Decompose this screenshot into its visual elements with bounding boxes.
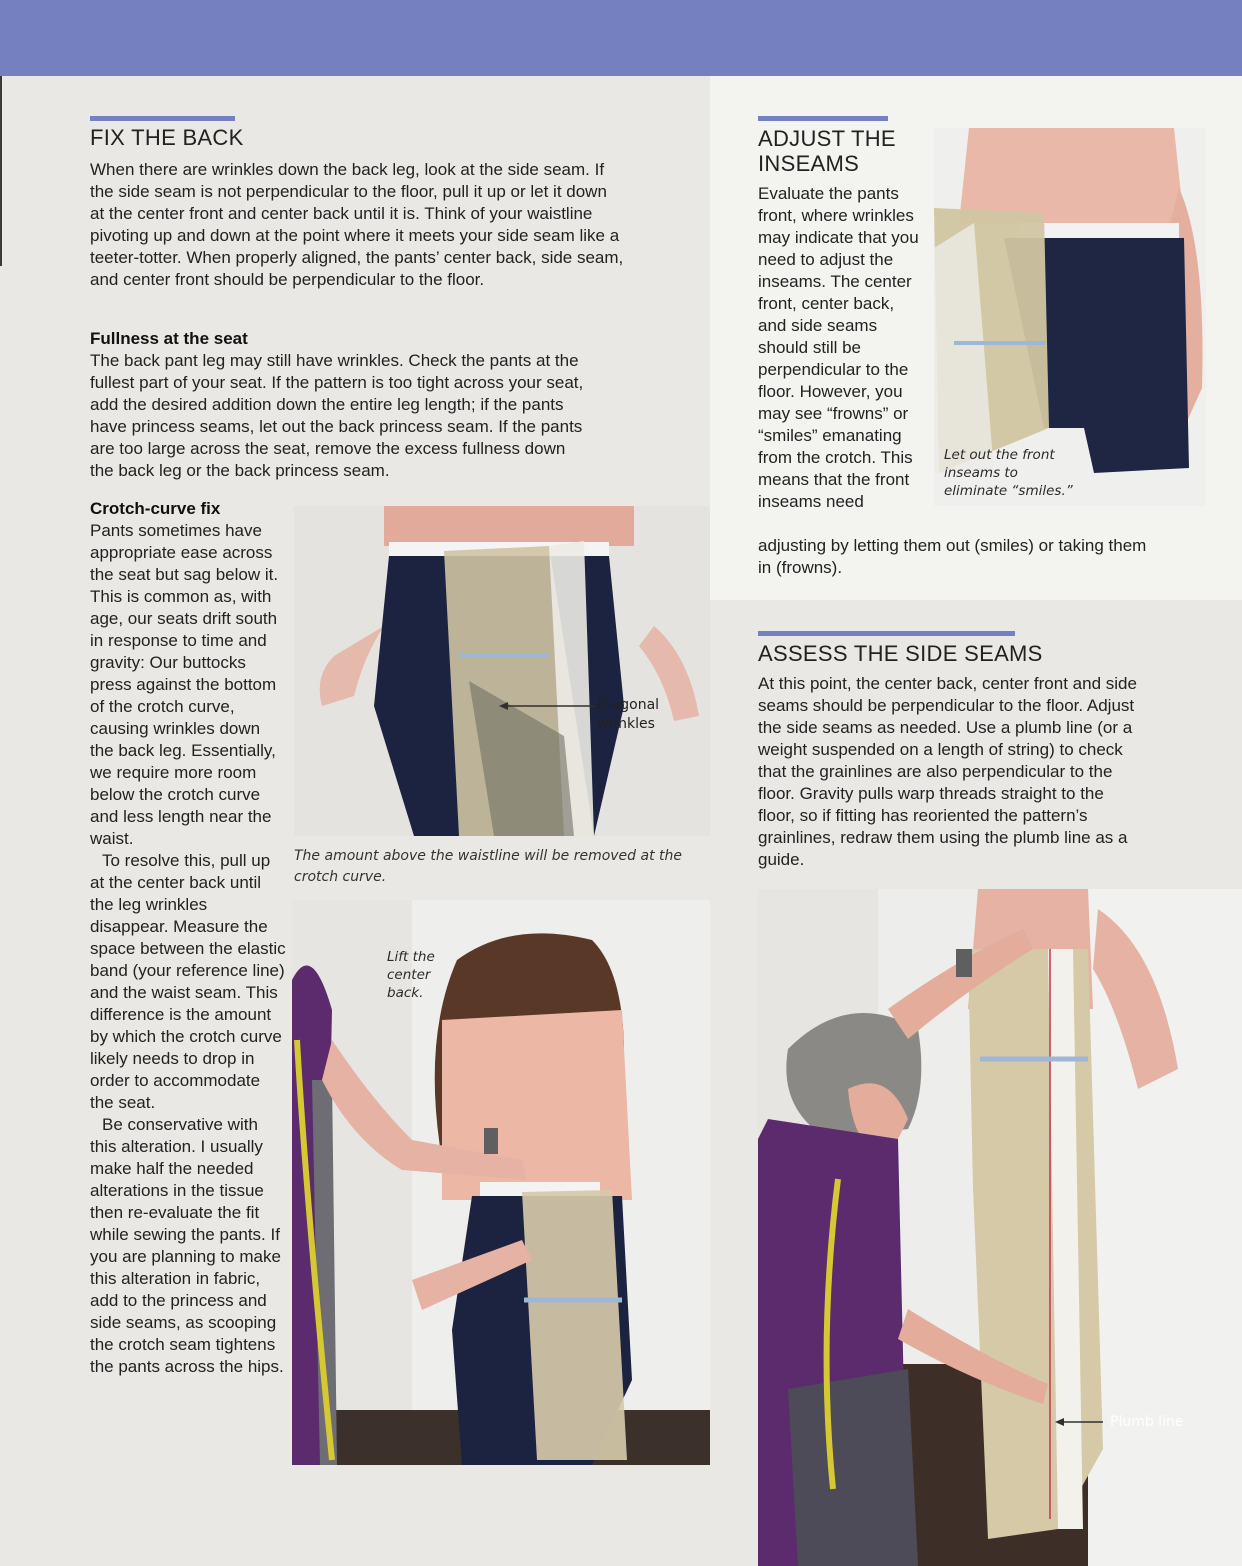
- inseams-heading: ADJUST THE INSEAMS: [758, 126, 896, 176]
- crotch-paragraph: Be conservative with this alteration. I usually make half the needed alterations in the tissue then re-evaluate the fit while sewing the pants. If you are planning to make this alteration in fabric, add to the princess and side seams, as scooping the crotch seam tightens the pants across the hips.: [90, 1115, 284, 1376]
- diagonal-wrinkles-callout: Diagonal wrinkles: [597, 697, 660, 732]
- fullness-body: The back pant leg may still have wrinkles. Check the pants at the fullest part of your seat. If the pattern is too tight across your seat, add the desired addition down the entire leg length; if the pants have princess seams, let out the back princess seam. If the pants are too large across the seat, remove the excess fullness down the back leg or the back princess seam.: [90, 351, 584, 480]
- crotch-paragraph: To resolve this, pull up at the center back until the leg wrinkles disappear. Measure the space between the elastic band (your reference line) and the waist seam. This difference is the amount by which the crotch curve likely needs to drop in order to accommodate the seat.: [90, 851, 286, 1112]
- photo-back-view: [294, 506, 710, 836]
- plumb-line-callout: Plumb line: [1110, 1414, 1184, 1430]
- fix-back-body: When there are wrinkles down the back leg, look at the side seam. If the side seam is not perpendicular to the floor, pull it up or let it down at the center front and center back until it is. Think of your waistline pivoting up and down at the point where it meets your side seam like a teeter-totter. When properly aligned, the pants’ center back, side seam, and center front should be perpendicular to the floor.: [90, 160, 624, 289]
- inseams-photo-caption: Let out the front inseams to eliminate “smiles.”: [944, 447, 1073, 499]
- side-seams-body: At this point, the center back, center front and side seams should be perpendicular to the floor. Adjust the side seams as needed. Use a plumb line (or a weight suspended on a length of string) to check that the grainlines are also perpendicular to the floor. Gravity pulls warp threads straight to the floor, so if fitting has reoriented the pattern’s grainlines, redraw them using the plumb line as a guide.: [758, 674, 1137, 869]
- side-seams-heading: ASSESS THE SIDE SEAMS: [758, 641, 1043, 666]
- section-rule: [758, 116, 888, 121]
- photo-back-caption: The amount above the waistline will be removed at the crotch curve.: [294, 848, 683, 885]
- crotch-paragraph: Pants sometimes have appropriate ease across the seat but sag below it. This is common as, with age, our seats drift south in response to time and gravity: Our buttocks press against the bottom of the crotch curve, causing wrinkles down the back leg. Essentially, we require more room below the crotch curve and less length near the waist.: [90, 521, 279, 848]
- page-edge-mark: [0, 76, 2, 266]
- section-rule: [90, 116, 235, 121]
- photo-plumb-line: [758, 889, 1242, 1566]
- crotch-text-column: [90, 520, 288, 1378]
- lift-center-back-caption: Lift the center back.: [387, 949, 435, 1001]
- photo-lift-center-back: [292, 900, 710, 1465]
- fullness-heading: Fullness at the seat: [90, 329, 248, 348]
- photo-front-inseams: [934, 128, 1206, 506]
- header-band: [0, 0, 1242, 76]
- section-rule: [758, 631, 1015, 636]
- fix-back-heading: FIX THE BACK: [90, 125, 244, 150]
- inseams-body-narrow: Evaluate the pants front, where wrinkles may indicate that you need to adjust the inseams. The center front, center back, and side seams should still be perpendicular to the floor. However, you may see “frowns” or “smiles” emanating from the crotch. This means that the front inseams need: [758, 184, 919, 511]
- crotch-heading: Crotch-curve fix: [90, 499, 221, 518]
- inseams-body-wide: adjusting by letting them out (smiles) or taking them in (frowns).: [758, 536, 1147, 577]
